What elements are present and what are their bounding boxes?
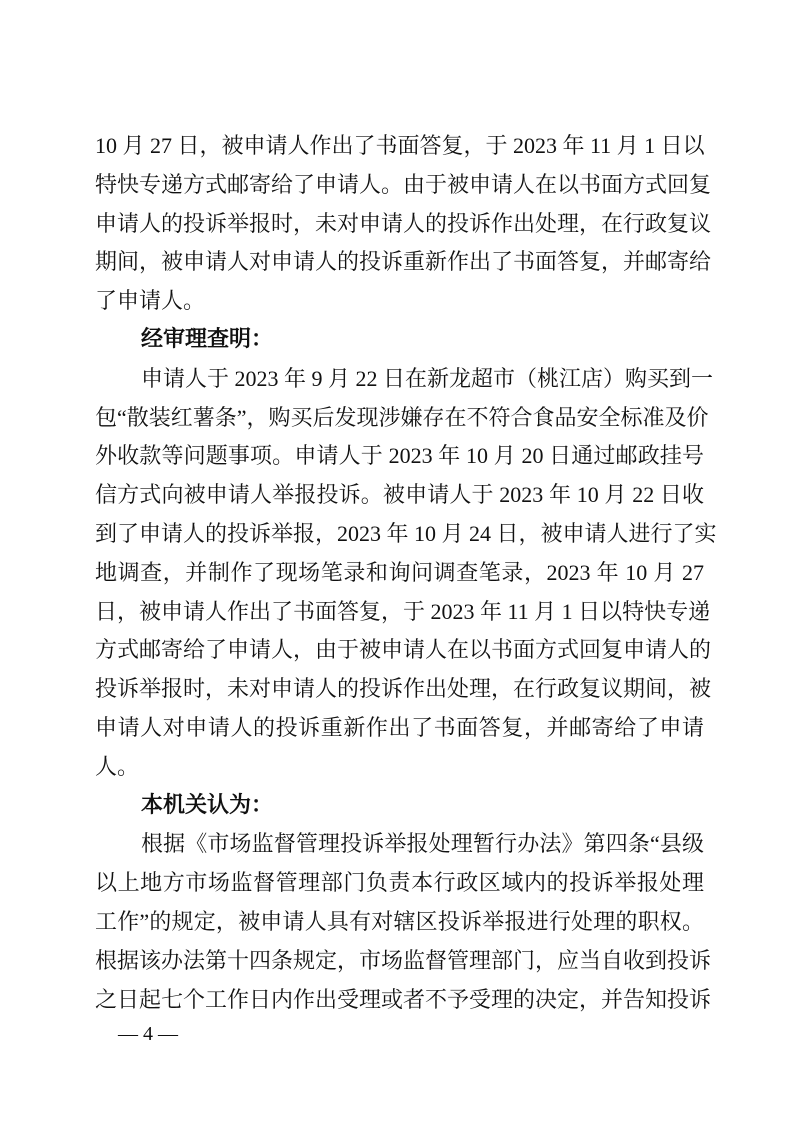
paragraph-line: 信方式向被申请人举报投诉。被申请人于 2023 年 10 月 22 日收: [95, 482, 704, 508]
paragraph-line: 期间，被申请人对申请人的投诉重新作出了书面答复，并邮寄给: [95, 249, 712, 275]
paragraph-line: 包“散装红薯条”，购买后发现涉嫌存在不符合食品安全标准及价: [95, 404, 709, 430]
paragraph-line: 根据《市场监督管理投诉举报处理暂行办法》第四条“县级: [141, 831, 704, 857]
paragraph-line: 根据该办法第十四条规定，市场监督管理部门，应当自收到投诉: [95, 947, 712, 973]
paragraph-line: 了申请人。: [95, 288, 206, 314]
paragraph-line: 日，被申请人作出了书面答复，于 2023 年 11 月 1 日以特快专递: [95, 598, 711, 624]
paragraph-line: 以上地方市场监督管理部门负责本行政区域内的投诉举报处理: [95, 870, 704, 896]
paragraph-line: 人。: [95, 753, 140, 779]
document-body: [95, 127, 717, 1019]
paragraph-line: 10 月 27 日，被申请人作出了书面答复，于 2023 年 11 月 1 日以: [95, 133, 705, 158]
paragraph-line: 到了申请人的投诉举报，2023 年 10 月 24 日，被申请人进行了实: [95, 520, 717, 546]
paragraph-line: 工作”的规定，被申请人具有对辖区投诉举报进行处理的职权。: [95, 908, 704, 934]
section-heading: 本机关认为：: [141, 792, 274, 818]
paragraph-line: 申请人的投诉举报时，未对申请人的投诉作出处理，在行政复议: [95, 210, 712, 236]
paragraph-line: 地调查，并制作了现场笔录和询问调查笔录，2023 年 10 月 27: [95, 559, 704, 585]
paragraph-line: 之日起七个工作日内作出受理或者不予受理的决定，并告知投诉: [95, 986, 712, 1012]
paragraph-line: 外收款等问题事项。申请人于 2023 年 10 月 20 日通过邮政挂号: [95, 443, 704, 469]
paragraph-line: 申请人于 2023 年 9 月 22 日在新龙超市（桃江店）购买到一: [141, 365, 714, 391]
page-number: — 4 —: [118, 1023, 178, 1045]
section-heading: 经审理查明：: [141, 326, 274, 352]
paragraph-line: 投诉举报时，未对申请人的投诉作出处理，在行政复议期间，被: [95, 676, 712, 702]
paragraph-line: 申请人对申请人的投诉重新作出了书面答复，并邮寄给了申请: [95, 714, 704, 740]
paragraph-line: 方式邮寄给了申请人，由于被申请人在以书面方式回复申请人的: [95, 637, 712, 663]
paragraph-line: 特快专递方式邮寄给了申请人。由于被申请人在以书面方式回复: [95, 171, 712, 197]
